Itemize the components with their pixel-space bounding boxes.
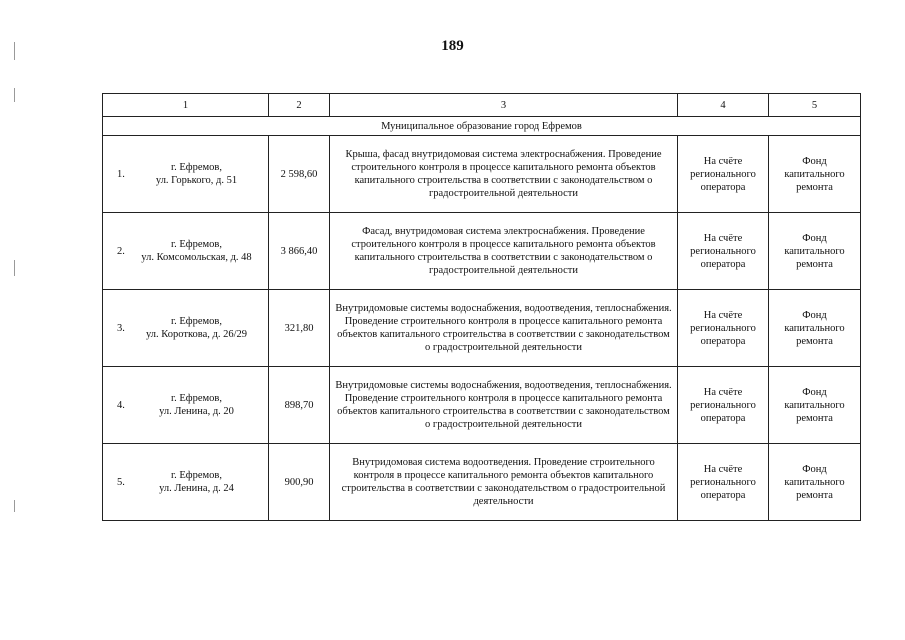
address-city: г. Ефремов, xyxy=(171,239,222,250)
area-cell: 898,70 xyxy=(269,367,330,444)
account-cell: На счёте регионального оператора xyxy=(678,367,769,444)
fund-cell: Фонд капитального ремонта xyxy=(769,367,861,444)
page-number: 189 xyxy=(441,38,464,54)
address-street: ул. Комсомольская, д. 48 xyxy=(141,252,252,263)
address-street: ул. Ленина, д. 20 xyxy=(159,406,234,417)
repair-registry-table xyxy=(102,93,861,521)
works-cell: Внутридомовые системы водоснабжения, водоотведения, теплоснабжения. Проведение строительного контроля в процессе капитального ремонта объектов капитального строительства в соответствии с законодательством о градостроительной деятельности xyxy=(330,367,678,444)
address-cell xyxy=(103,136,269,213)
column-header: 4 xyxy=(678,94,769,117)
address-city: г. Ефремов, xyxy=(171,162,222,173)
section-title: Муниципальное образование город Ефремов xyxy=(103,117,861,136)
row-number: 2. xyxy=(117,245,125,257)
works-cell: Крыша, фасад внутридомовая система электроснабжения. Проведение строительного контроля в процессе капитального ремонта объектов капитального строительства в соответствии с законодательством о градостроительной деятельности xyxy=(330,136,678,213)
table-row xyxy=(103,367,861,444)
address-city: г. Ефремов, xyxy=(171,470,222,481)
account-cell: На счёте регионального оператора xyxy=(678,444,769,521)
address-street: ул. Короткова, д. 26/29 xyxy=(145,329,248,340)
address xyxy=(139,469,264,495)
address-cell xyxy=(103,290,269,367)
address xyxy=(139,161,264,187)
works-cell: Внутридомовая система водоотведения. Проведение строительного контроля в процессе капитального ремонта объектов капитального строительства в соответствии с законодательством о градостроительной деятельности xyxy=(330,444,678,521)
address-street: ул. Горького, д. 51 xyxy=(155,175,238,186)
column-number-row xyxy=(103,94,861,117)
works-cell: Внутридомовые системы водоснабжения, водоотведения, теплоснабжения. Проведение строительного контроля в процессе капитального ремонта объектов капитального строительства в соответствии с законодательством о градостроительной деятельности xyxy=(330,290,678,367)
margin-scan-mark xyxy=(14,260,15,276)
area-cell: 3 866,40 xyxy=(269,213,330,290)
address-cell xyxy=(103,213,269,290)
address xyxy=(139,392,264,418)
column-header: 3 xyxy=(330,94,678,117)
area-cell: 2 598,60 xyxy=(269,136,330,213)
margin-scan-mark xyxy=(14,500,15,512)
fund-cell: Фонд капитального ремонта xyxy=(769,136,861,213)
account-cell: На счёте регионального оператора xyxy=(678,213,769,290)
row-number: 1. xyxy=(117,168,125,180)
address-street: ул. Ленина, д. 24 xyxy=(159,483,234,494)
fund-cell: Фонд капитального ремонта xyxy=(769,213,861,290)
address xyxy=(139,315,264,341)
address-city: г. Ефремов, xyxy=(171,316,222,327)
table-row xyxy=(103,136,861,213)
address xyxy=(139,238,264,264)
fund-cell: Фонд капитального ремонта xyxy=(769,290,861,367)
table-row xyxy=(103,444,861,521)
table-row xyxy=(103,290,861,367)
works-cell: Фасад, внутридомовая система электроснабжения. Проведение строительного контроля в процессе капитального ремонта объектов капитального строительства в соответствии с законодательством о градостроительной деятельности xyxy=(330,213,678,290)
address-city: г. Ефремов, xyxy=(171,393,222,404)
column-header: 2 xyxy=(269,94,330,117)
account-cell: На счёте регионального оператора xyxy=(678,136,769,213)
address-cell xyxy=(103,444,269,521)
table-row xyxy=(103,213,861,290)
row-number: 5. xyxy=(117,476,125,488)
address-cell xyxy=(103,367,269,444)
account-cell: На счёте регионального оператора xyxy=(678,290,769,367)
row-number: 3. xyxy=(117,322,125,334)
section-row xyxy=(103,117,861,136)
column-header: 5 xyxy=(769,94,861,117)
column-header: 1 xyxy=(103,94,269,117)
fund-cell: Фонд капитального ремонта xyxy=(769,444,861,521)
area-cell: 900,90 xyxy=(269,444,330,521)
margin-scan-mark xyxy=(14,88,15,102)
row-number: 4. xyxy=(117,399,125,411)
area-cell: 321,80 xyxy=(269,290,330,367)
